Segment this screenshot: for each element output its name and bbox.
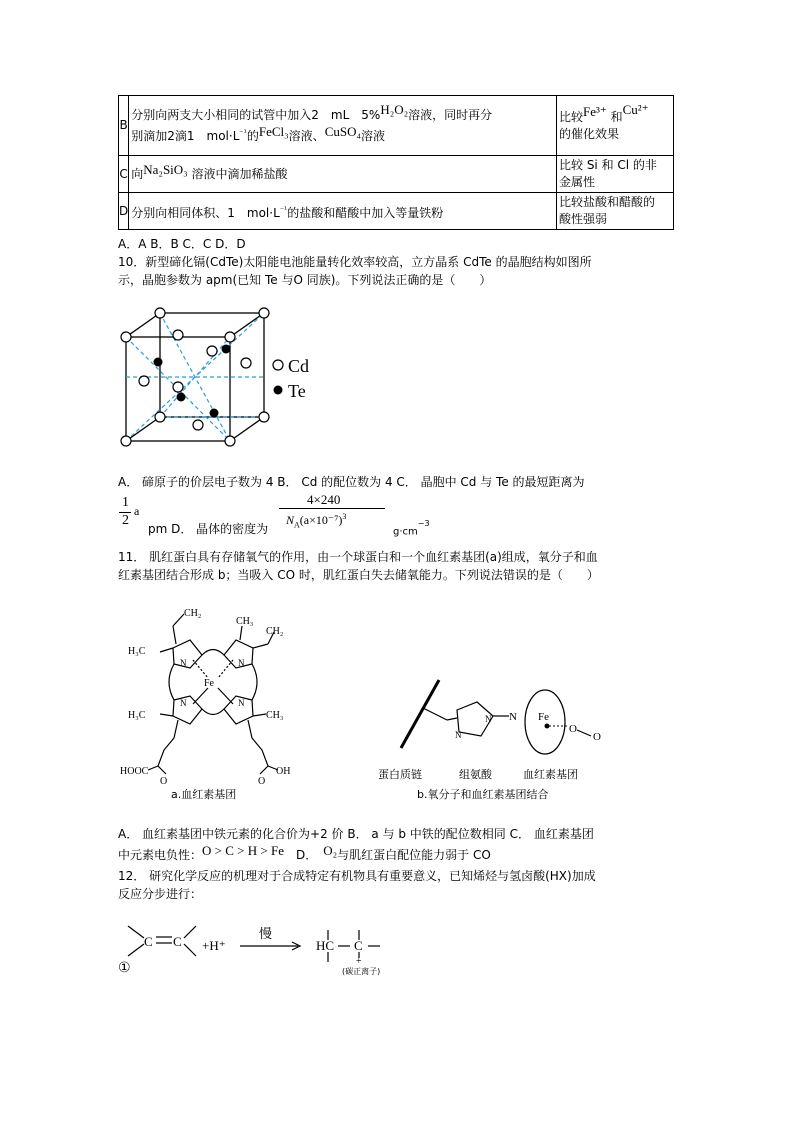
step-number-1: ① <box>118 960 131 976</box>
table-row <box>119 193 674 230</box>
ion-cu2: Cu²⁺ <box>622 102 649 117</box>
svg-text:O: O <box>160 776 168 787</box>
q9-choices: A．A B．B C．C D．D <box>118 237 246 251</box>
legend-te: Te <box>288 381 306 401</box>
o2-formula: O₂ <box>323 843 338 858</box>
svg-text:+: + <box>356 956 362 967</box>
density-numerator: 4×240 <box>307 492 341 507</box>
q11-stem-line2: 红素基团结合形成 b；当吸入 CO 时，肌红蛋白失去储氧能力。下列说法错误的是（ ） <box>118 568 599 582</box>
figure-a-caption: a.血红素基团 <box>171 788 237 801</box>
formula-cuso4: CuSO₄ <box>324 124 362 139</box>
svg-text:O: O <box>569 723 577 735</box>
row-content: 向Na₂SiO₃ 溶液中滴加稀盐酸 <box>129 156 557 193</box>
density-unit: $g\cdot cm^{-3}$ <box>393 519 430 538</box>
label-heme: 血红素基团 <box>523 768 578 781</box>
oxygen-binding-diagram <box>385 678 625 778</box>
svg-text:H₃C: H₃C <box>128 710 146 721</box>
q10-choices-line: A． 碲原子的价层电子数为 4 B． Cd 的配位数为 4 C． 晶胞中 Cd 与 Te 的最短距离为 <box>118 475 585 489</box>
svg-text:CH₂: CH₂ <box>266 626 284 637</box>
svg-text:N: N <box>238 698 245 708</box>
table-row <box>119 156 674 193</box>
svg-text:N: N <box>455 730 462 740</box>
q10-stem-line2: 示，晶胞参数为 apm(已知 Te 与O 同族)。下列说法正确的是（ ） <box>118 273 492 287</box>
cdte-unit-cell-diagram <box>112 305 342 455</box>
svg-text:HC: HC <box>316 938 335 953</box>
q10-choices-math: 1 2 a pm D． 晶体的密度为 4×240 $N_A(a\times 10^{-7})^3$ $g\cdot cm^{-3}$ <box>118 492 718 538</box>
q12-stem-line2: 反应分步进行： <box>118 887 203 901</box>
svg-text:C: C <box>354 938 363 953</box>
row-label: D <box>119 193 129 230</box>
label-protein-chain: 蛋白质链 <box>378 768 422 781</box>
carbocation-label: (碳正离子) <box>342 967 381 976</box>
row-purpose: 比较 Si 和 Cl 的非 金属性 <box>557 156 674 193</box>
svg-text:+H⁺: +H⁺ <box>202 938 226 953</box>
q10-stem-line1: 10．新型碲化镉(CdTe)太阳能电池能量转化效率较高，立方晶系 CdTe 的晶胞结构如图所 <box>118 255 592 269</box>
svg-text:H₃C: H₃C <box>128 646 146 657</box>
svg-text:OH: OH <box>276 766 291 777</box>
slow-label: 慢 <box>259 927 273 942</box>
svg-text:N: N <box>180 698 187 708</box>
row-content: 分别向两支大小相同的试管中加入2 mL 5%H₂O₂溶液，同时再分 别滴加2滴1 $mol\cdot L^{^{-1}}$的FeCl₃溶液、CuSO₄溶液 <box>129 96 557 156</box>
q12-stem-line1: 12． 研究化学反应的机理对于合成特定有机物具有重要意义，已知烯烃与氢卤酸(HX)加成 <box>118 869 596 883</box>
svg-text:HOOC: HOOC <box>120 766 149 777</box>
svg-text:N: N <box>180 658 187 668</box>
figure-b-caption: b.氧分子和血红素基团结合 <box>417 788 549 801</box>
fe-label: Fe <box>204 678 214 689</box>
row-purpose: 比较Fe³⁺ 和Cu²⁺ 的催化效果 <box>557 96 674 156</box>
formula-fecl3: FeCl₃ <box>258 124 289 139</box>
row-label: C <box>119 156 129 193</box>
svg-text:N: N <box>509 711 517 723</box>
heme-structure-diagram <box>118 600 318 800</box>
svg-text:C: C <box>173 934 182 949</box>
label-histidine: 组氨酸 <box>459 768 492 781</box>
q11-choices-line2: 中元素电负性：O > C > H > Fe D． O₂与肌红蛋白配位能力弱于 CO <box>118 843 491 862</box>
q11-choices-line1: A． 血红素基团中铁元素的化合价为+2 价 B． a 与 b 中铁的配位数相同 C． 血红素基团 <box>118 827 594 841</box>
ion-fe3: Fe³⁺ <box>583 104 607 119</box>
svg-text:O: O <box>593 731 601 743</box>
svg-text:CH₃: CH₃ <box>236 616 254 627</box>
options-table <box>118 95 674 230</box>
q11-stem-line1: 11． 肌红蛋白具有存储氧气的作用，由一个球蛋白和一个血红素基团(a)组成，氧分子和血 <box>118 550 598 564</box>
reaction-step1-diagram <box>116 918 416 978</box>
row-content: 分别向相同体积、1 $mol\cdot L^{^{-1}}$的盐酸和醋酸中加入等量铁粉 <box>129 193 557 230</box>
density-denominator: $N_A(a\times 10^{-7})^3$ <box>286 512 347 530</box>
svg-text:CH₃: CH₃ <box>266 710 284 721</box>
electronegativity-order: O > C > H > Fe <box>202 843 284 858</box>
svg-text:CH₂: CH₂ <box>184 608 202 619</box>
row-purpose: 比较盐酸和醋酸的 酸性强弱 <box>557 193 674 230</box>
formula-na2sio3: Na₂SiO₃ <box>143 162 188 177</box>
formula-h2o2: H₂O₂ <box>380 102 409 117</box>
legend-cd: Cd <box>288 356 310 376</box>
row-label: B <box>119 96 129 156</box>
svg-text:N: N <box>238 658 245 668</box>
table-row <box>119 96 674 156</box>
svg-text:C: C <box>144 934 153 949</box>
fe-label-b: Fe <box>538 711 549 723</box>
svg-text:N: N <box>485 714 492 724</box>
svg-text:O: O <box>258 776 266 787</box>
